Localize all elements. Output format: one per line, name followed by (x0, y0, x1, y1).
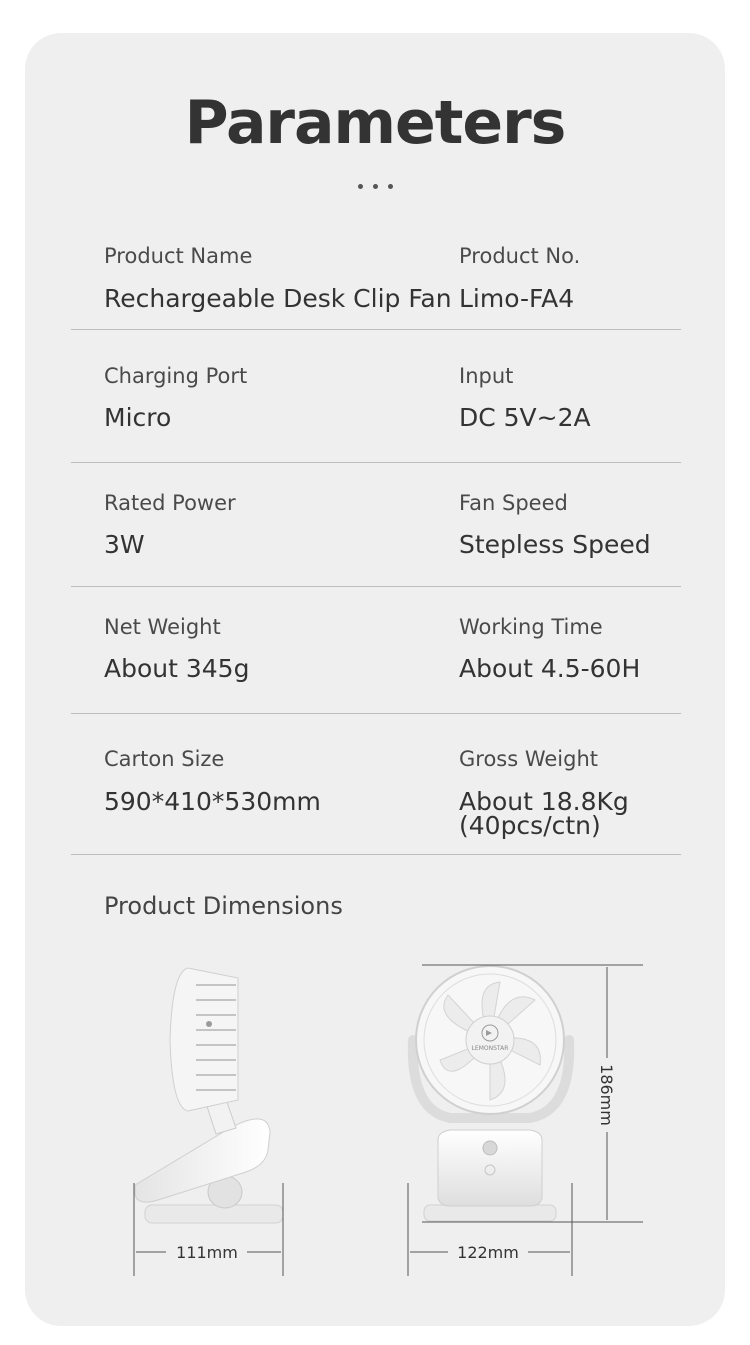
ellipsis-decoration (356, 184, 396, 192)
brand-logo-text: LEMONSTAR (471, 1045, 509, 1052)
spec-label: Product Name (104, 244, 253, 268)
product-dimensions-figure (0, 950, 750, 1290)
front-width-label: 122mm (457, 1243, 519, 1262)
spec-value: 3W (104, 530, 145, 559)
spec-value: Stepless Speed (459, 530, 651, 559)
spec-value: 590*410*530mm (104, 787, 321, 816)
page-title: Parameters (184, 88, 566, 158)
spec-value: DC 5V~2A (459, 403, 591, 432)
spec-label: Carton Size (104, 747, 225, 771)
fan-front-view (413, 966, 569, 1221)
height-label: 186mm (597, 1064, 616, 1126)
row-divider (71, 854, 681, 855)
spec-value: Limo-FA4 (459, 284, 575, 313)
fan-side-view (135, 968, 283, 1223)
spec-value: About 18.8Kg (459, 787, 629, 816)
spec-label: Gross Weight (459, 747, 599, 771)
spec-label: Net Weight (104, 615, 221, 639)
row-divider (71, 329, 681, 330)
spec-label: Product No. (459, 244, 581, 268)
dimensions-heading: Product Dimensions (104, 892, 343, 920)
row-divider (71, 462, 681, 463)
spec-label: Rated Power (104, 491, 236, 515)
dot (388, 184, 393, 189)
side-width-label: 111mm (176, 1243, 238, 1262)
row-divider (71, 586, 681, 587)
spec-value-note: (40pcs/ctn) (459, 811, 601, 840)
row-divider (71, 713, 681, 714)
spec-label: Fan Speed (459, 491, 568, 515)
spec-value: About 4.5-60H (459, 654, 641, 683)
spec-label: Charging Port (104, 364, 248, 388)
spec-label: Input (459, 364, 514, 388)
dot (373, 184, 378, 189)
spec-label: Working Time (459, 615, 603, 639)
spec-value: Micro (104, 403, 172, 432)
spec-value: About 345g (104, 654, 250, 683)
spec-value: Rechargeable Desk Clip Fan (104, 284, 452, 313)
dot (358, 184, 363, 189)
